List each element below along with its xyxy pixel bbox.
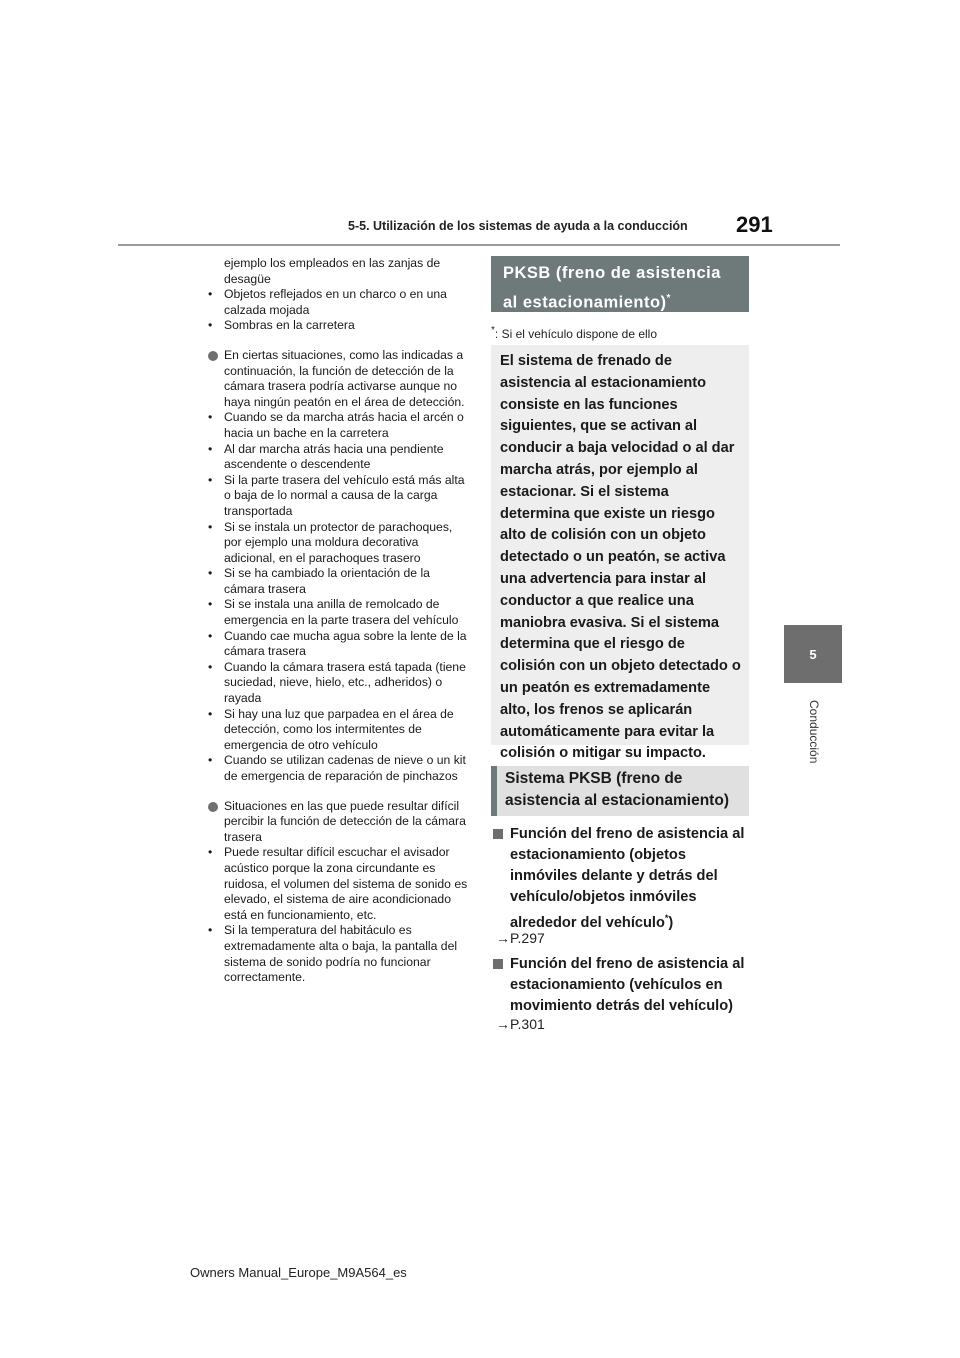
page-reference-link[interactable]: →P.301: [496, 1016, 545, 1032]
header-rule: [118, 244, 840, 246]
chapter-label: Conducción: [807, 700, 821, 764]
list-item: • Si la temperatura del habitáculo es extremadamente alta o baja, la pantalla del sistema de sonido podría no funcionar correctamente.: [208, 923, 458, 985]
bullet-item: [208, 348, 470, 410]
footnote: *: Si el vehículo dispone de ello: [491, 325, 658, 341]
feature-heading: Función del freno de asistencia al estacionamiento (objetos inmóviles delante y detrás del vehículo/objetos inmóviles alrededor del vehículo*): [491, 824, 749, 934]
chapter-tab: [784, 625, 842, 683]
page-number: 291: [736, 212, 773, 237]
list-item: • Si se instala una anilla de remolcado de emergencia en la parte trasera del vehículo: [208, 597, 459, 628]
list-item: • Sombras en la carretera: [208, 318, 355, 333]
list-item: • Si hay una luz que parpadea en el área de detección, como los intermitentes de emergencia de otro vehículo: [208, 706, 454, 752]
pksb-title-box: PKSB (freno de asistencia al estacionamiento)*: [491, 256, 749, 312]
page-reference-link[interactable]: →P.297: [496, 930, 545, 946]
list-item: • Si se ha cambiado la orientación de la cámara trasera: [208, 566, 430, 596]
chapter-number: 5: [809, 646, 817, 662]
feature-heading: Función del freno de asistencia al estacionamiento (vehículos en movimiento detrás del vehículo): [491, 954, 749, 1017]
footer-text: Owners Manual_Europe_M9A564_es: [190, 1265, 407, 1280]
intro-continuation: ejemplo los empleados en las zanjas de desagüe: [224, 256, 441, 286]
bullet-item: [208, 799, 470, 846]
bullet-circle-icon: [208, 802, 218, 812]
list-item: • Si la parte trasera del vehículo está más alta o baja de lo normal a causa de la carga transportada: [208, 472, 465, 518]
intro-text: El sistema de frenado de asistencia al estacionamiento consiste en las funciones siguientes, que se activan al conducir a baja velocidad o al dar marcha atrás, por ejemplo al estacionar. Si el sistema determina que existe un riesgo alto de colisión con un objeto detectado o un peatón, se activa una advertencia para instar al conductor a que realice una maniobra evasiva. Si el sistema determina que el riesgo de colisión con un objeto detectado o un peatón es extremadamente alto, los frenos se aplicarán automáticamente para evitar la colisión o mitigar su impacto.: [500, 353, 741, 762]
list-item: • Cuando cae mucha agua sobre la lente de la cámara trasera: [208, 628, 467, 659]
list-item: • Cuando se da marcha atrás hacia el arcén o hacia un bache en la carretera: [208, 410, 464, 440]
list-item: • Objetos reflejados en un charco o en una calzada mojada: [208, 287, 447, 317]
list-item: • Cuando se utilizan cadenas de nieve o un kit de emergencia de reparación de pinchazos: [208, 753, 466, 783]
list-item: • Puede resultar difícil escuchar el avisador acústico porque la zona circundante es ruidosa, el volumen del sistema de sonido es elevado, el sistema de aire acondicionado está en funcionamiento, etc.: [208, 845, 468, 922]
square-bullet-icon: [493, 959, 503, 969]
section-title: 5-5. Utilización de los sistemas de ayuda a la conducción: [348, 219, 688, 233]
list-item: • Al dar marcha atrás hacia una pendiente ascendente o descendente: [208, 441, 444, 472]
bullet-circle-icon: [208, 351, 218, 361]
section-heading: Sistema PKSB (freno de asistencia al estacionamiento): [491, 766, 749, 816]
list-item: • Si se instala un protector de parachoques, por ejemplo una moldura decorativa adicional, en el parachoques trasero: [208, 519, 453, 565]
bullet-text: En ciertas situaciones, como las indicadas a continuación, la función de detección de la cámara trasera podría activarse aunque no haya ningún peatón en el área de detección.: [224, 347, 465, 409]
left-column: [208, 256, 470, 986]
list-item: • Cuando la cámara trasera está tapada (tiene suciedad, nieve, hielo, etc., adheridos) o rayada: [208, 659, 466, 706]
bullet-text: Situaciones en las que puede resultar difícil percibir la función de detección de la cámara trasera: [224, 798, 466, 844]
square-bullet-icon: [493, 829, 503, 839]
intro-box: [491, 345, 749, 762]
